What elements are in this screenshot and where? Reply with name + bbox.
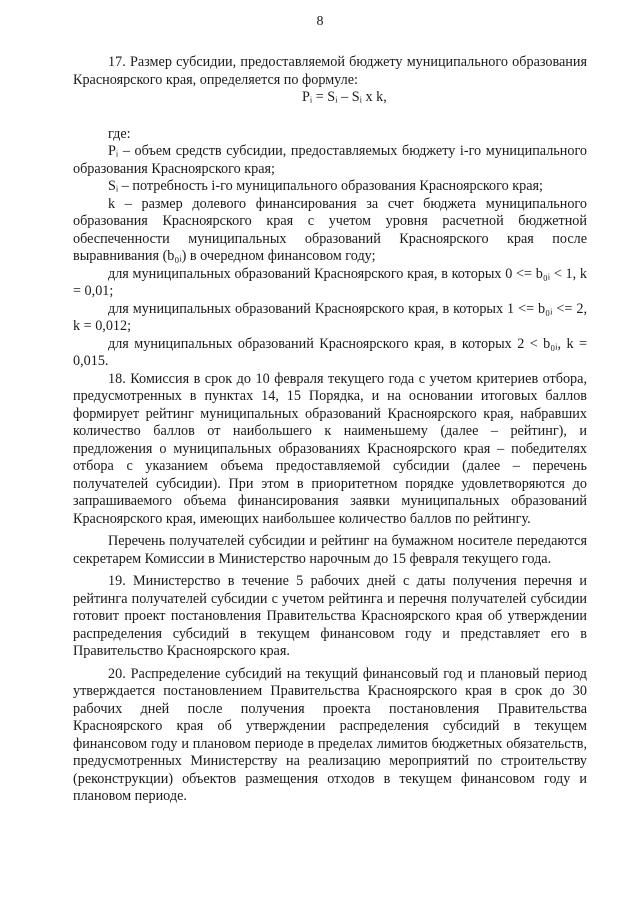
page-number: 8: [316, 14, 324, 29]
definition-s: Sᵢ – потребность i-го муниципального образования Красноярского края;: [108, 178, 543, 194]
where-label: где:: [108, 125, 131, 142]
paragraph-18-list-transfer: Перечень получателей субсидии и рейтинг на бумажном носителе передаются секретарем Комиссии в Министерство нарочным до 15 февраля текущего года.: [73, 533, 587, 567]
document-body: [73, 54, 587, 806]
coefficient-case-2: для муниципальных образований Красноярского края, в которых 1 <= b₀ᵢ <= 2, k = 0,012;: [73, 300, 587, 334]
paragraph-17: 17. Размер субсидии, предоставляемой бюджету муниципального образования Красноярского края, определяется по формуле:: [73, 54, 587, 88]
coefficient-case-3: для муниципальных образований Красноярского края, в которых 2 < b₀ᵢ, k = 0,015.: [73, 335, 587, 369]
paragraph-18: 18. Комиссия в срок до 10 февраля текущего года с учетом критериев отбора, предусмотренных в пунктах 14, 15 Порядка, и на основании итоговых баллов формирует рейтинг муниципальных образований Красноярского края, набравших количество баллов от наибольшего к наименьшему (далее – рейтинг), и предложения о муниципальных образованиях Красноярского края – победителях отбора с указанием объема предоставляемой субсидии (далее – перечень получателей субсидии). При этом в приоритетном порядке удовлетворяются до запрашиваемого объема финансирования заявки муниципальных образований Красноярского края, имеющих наибольшее количество баллов по рейтингу.: [73, 370, 587, 527]
paragraph-19: 19. Министерство в течение 5 рабочих дней с даты получения перечня и рейтинга получателей субсидии с учетом рейтинга и перечня получателей субсидии готовит проект постановления Правительства Красноярского края об утверждении распределения субсидий в текущем финансовом году и представляет его в Правительство Красноярского края.: [73, 573, 587, 659]
coefficient-case-1: для муниципальных образований Красноярского края, в которых 0 <= b₀ᵢ < 1, k = 0,01;: [73, 265, 587, 299]
subsidy-formula: Pᵢ = Sᵢ – Sᵢ x k,: [302, 89, 387, 105]
blank-line: [73, 107, 587, 126]
definition-k: k – размер долевого финансирования за счет бюджета муниципального образования Красноярского края с учетом уровня расчетной бюджетной обеспеченности муниципальных образований Красноярского края после выравнивания (b₀ᵢ) в очередном финансовом году;: [73, 195, 587, 264]
definition-p: Pᵢ – объем средств субсидии, предоставляемых бюджету i-го муниципального образования Красноярского края;: [73, 143, 587, 177]
paragraph-20: 20. Распределение субсидий на текущий финансовый год и плановый период утверждается постановлением Правительства Красноярского края в срок до 30 рабочих дней после получения проекта постановления Правительства Красноярского края об утверждении распределения субсидий в текущем финансовом году и плановом периоде в пределах лимитов бюджетных обязательств, предусмотренных Министерству на реализацию мероприятий по строительству (реконструкции) объектов размещения отходов в текущем финансовом году и плановом периоде.: [73, 665, 587, 804]
